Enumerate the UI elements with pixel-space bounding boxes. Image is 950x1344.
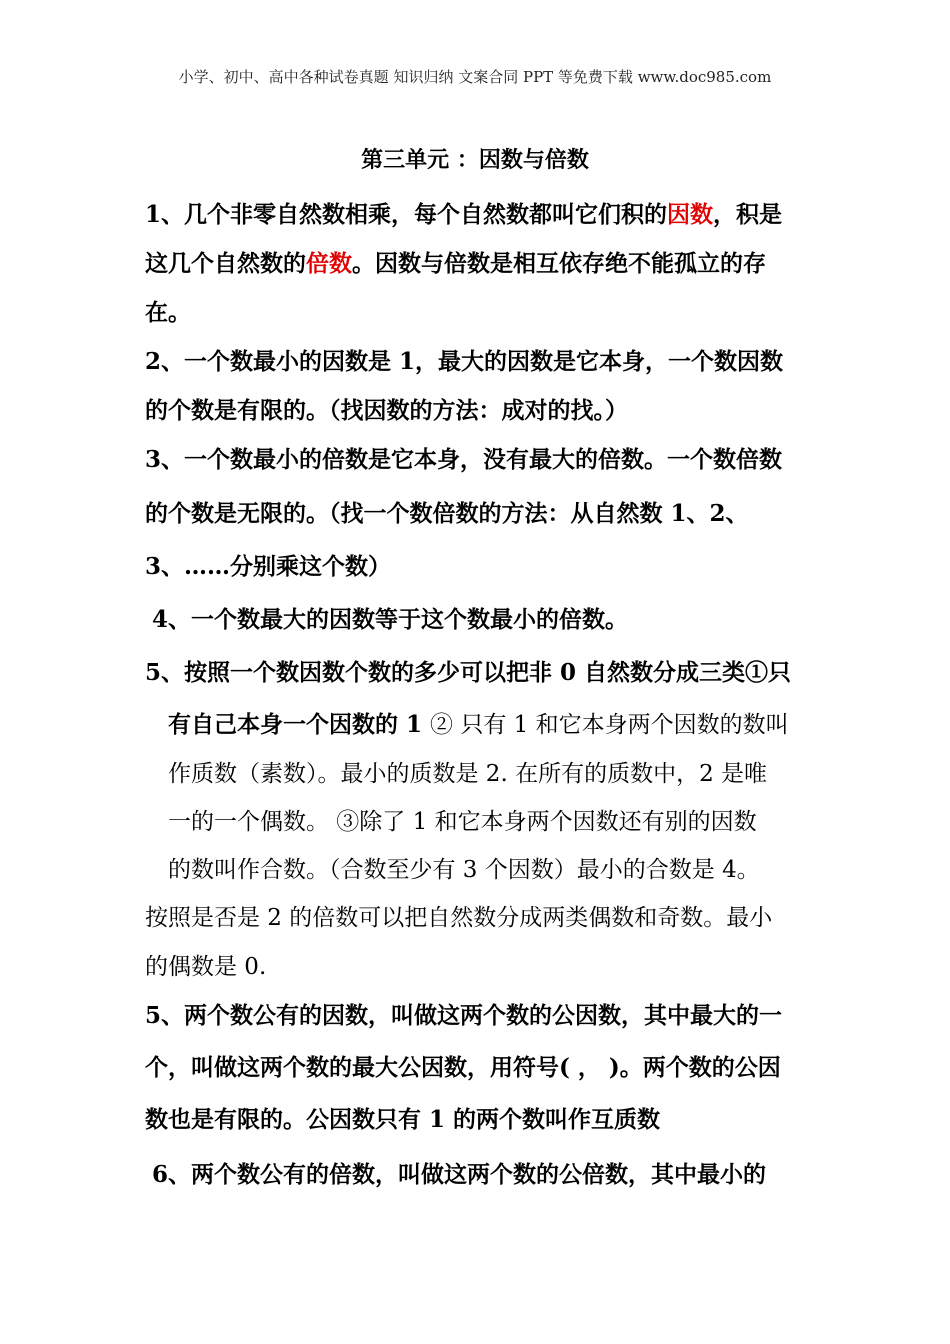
- text-segment: 有自己本身一个因数的 1: [168, 711, 431, 738]
- paragraph-2-line-1: 2、一个数最小的因数是 1，最大的因数是它本身，一个数因数: [145, 348, 784, 375]
- highlight-multiple: 倍数: [306, 250, 352, 277]
- paragraph-1-line-2: [145, 245, 766, 278]
- paragraph-7-line-1: 6、两个数公有的倍数，叫做这两个数的公倍数，其中最小的: [152, 1161, 767, 1188]
- text-segment: 1、几个非零自然数相乘，每个自然数都叫它们积的: [145, 201, 668, 228]
- page-title: 第三单元 ：因数与倍数: [361, 147, 589, 173]
- paragraph-4-line-1: 4、一个数最大的因数等于这个数最小的倍数。: [152, 606, 629, 633]
- page-header: 小学、初中、高中各种试卷真题 知识归纳 文案合同 PPT 等免费下载 www.doc985.com: [178, 68, 772, 86]
- text-segment: ，积是: [713, 201, 783, 228]
- paragraph-5-line-7: 的偶数是 0.: [145, 954, 267, 980]
- text-segment: 这几个自然数的: [145, 250, 306, 277]
- paragraph-5-line-5: 的数叫作合数。（合数至少有 3 个因数）最小的合数是 4。: [168, 857, 760, 883]
- paragraph-5-line-3: 作质数（素数）。最小的质数是 2. 在所有的质数中，2 是唯: [168, 761, 768, 787]
- highlight-factor: 因数: [667, 201, 714, 228]
- paragraph-5-line-1: 5、按照一个数因数个数的多少可以把非 0 自然数分成三类①只: [145, 659, 792, 686]
- paragraph-1-line-3: 在。: [145, 299, 191, 326]
- paragraph-5-line-2: [168, 706, 789, 739]
- paragraph-5-line-6: 按照是否是 2 的倍数可以把自然数分成两类偶数和奇数。最小: [145, 905, 773, 931]
- paragraph-1-line-1: [145, 196, 782, 229]
- text-segment: ② 只有 1 和它本身两个因数的数叫: [430, 712, 789, 738]
- paragraph-3-line-1: 3、一个数最小的倍数是它本身，没有最大的倍数。一个数倍数: [145, 446, 783, 473]
- paragraph-6-line-1: 5、两个数公有的因数，叫做这两个数的公因数，其中最大的一: [145, 1002, 783, 1029]
- paragraph-6-line-3: 数也是有限的。公因数只有 1 的两个数叫作互质数: [145, 1106, 661, 1133]
- paragraph-6-line-2: 个，叫做这两个数的最大公因数，用符号( ， )。两个数的公因: [145, 1054, 781, 1081]
- paragraph-3-line-3: 3、……分别乘这个数）: [145, 553, 392, 580]
- text-segment: 。因数与倍数是相互依存绝不能孤立的存: [352, 250, 766, 277]
- paragraph-2-line-2: 的个数是有限的。（找因数的方法：成对的找。）: [145, 397, 628, 424]
- paragraph-3-line-2: 的个数是无限的。（找一个数倍数的方法：从自然数 1、2、: [145, 500, 749, 527]
- paragraph-5-line-4: 一的一个偶数。 ③除了 1 和它本身两个因数还有别的因数: [168, 809, 757, 835]
